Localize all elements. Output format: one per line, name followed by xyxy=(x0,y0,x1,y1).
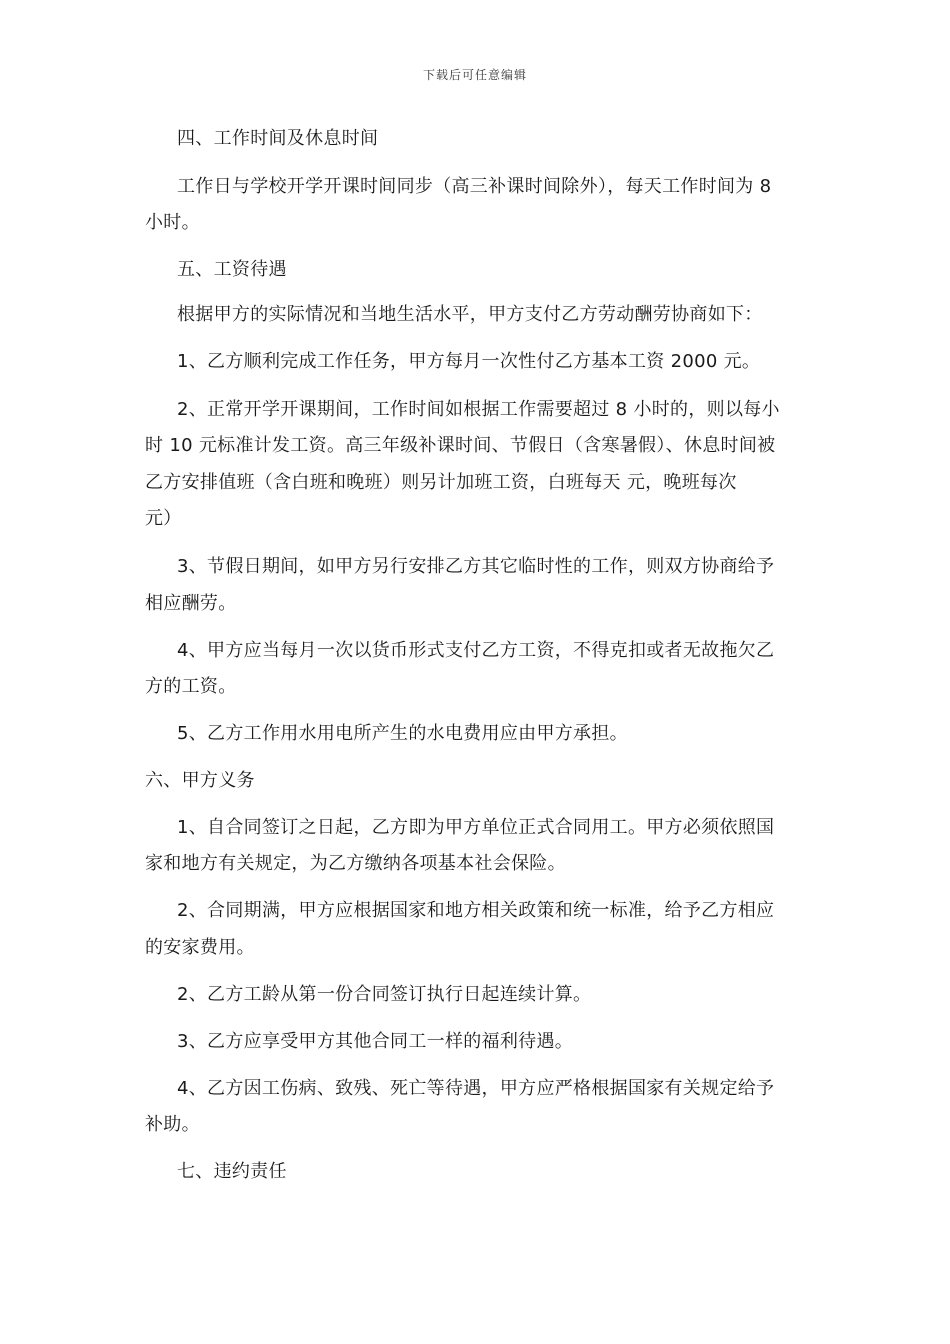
paragraph-line: 1、乙方顺利完成工作任务，甲方每月一次性付乙方基本工资 2000 元。 xyxy=(177,351,761,372)
section-heading-4: 四、工作时间及休息时间 xyxy=(177,128,379,149)
paragraph-line: 补助。 xyxy=(145,1114,200,1135)
paragraph-line: 元） xyxy=(145,508,182,529)
section-heading-5: 五、工资待遇 xyxy=(177,259,287,280)
paragraph-line: 相应酬劳。 xyxy=(145,593,237,614)
paragraph-line: 1、自合同签订之日起，乙方即为甲方单位正式合同用工。甲方必须依照国 xyxy=(177,817,775,838)
paragraph-line: 根据甲方的实际情况和当地生活水平，甲方支付乙方劳动酬劳协商如下： xyxy=(177,304,763,325)
paragraph-line: 3、节假日期间，如甲方另行安排乙方其它临时性的工作，则双方协商给予 xyxy=(177,556,775,577)
paragraph-line: 4、甲方应当每月一次以货币形式支付乙方工资，不得克扣或者无故拖欠乙 xyxy=(177,640,775,661)
section-heading-6: 六、甲方义务 xyxy=(145,770,255,791)
paragraph-line: 2、合同期满，甲方应根据国家和地方相关政策和统一标准，给予乙方相应 xyxy=(177,900,775,921)
paragraph-line: 小时。 xyxy=(145,212,200,233)
paragraph-line: 5、乙方工作用水用电所产生的水电费用应由甲方承担。 xyxy=(177,723,628,744)
paragraph-line: 的安家费用。 xyxy=(145,937,255,958)
section-heading-7: 七、违约责任 xyxy=(177,1161,287,1182)
paragraph-line: 2、乙方工龄从第一份合同签订执行日起连续计算。 xyxy=(177,984,592,1005)
paragraph-line: 方的工资。 xyxy=(145,676,237,697)
paragraph-line: 工作日与学校开学开课时间同步（高三补课时间除外），每天工作时间为 8 xyxy=(177,176,772,197)
paragraph-line: 时 10 元标准计发工资。高三年级补课时间、节假日（含寒暑假）、休息时间被 xyxy=(145,435,776,456)
paragraph-line: 家和地方有关规定，为乙方缴纳各项基本社会保险。 xyxy=(145,853,566,874)
paragraph-line: 2、正常开学开课期间，工作时间如根据工作需要超过 8 小时的，则以每小 xyxy=(177,399,780,420)
paragraph-line: 4、乙方因工伤病、致残、死亡等待遇，甲方应严格根据国家有关规定给予 xyxy=(177,1078,775,1099)
paragraph-line: 乙方安排值班（含白班和晚班）则另计加班工资，白班每天 元，晚班每次 xyxy=(145,472,737,493)
header-note: 下载后可任意编辑 xyxy=(422,68,527,82)
paragraph-line: 3、乙方应享受甲方其他合同工一样的福利待遇。 xyxy=(177,1031,574,1052)
